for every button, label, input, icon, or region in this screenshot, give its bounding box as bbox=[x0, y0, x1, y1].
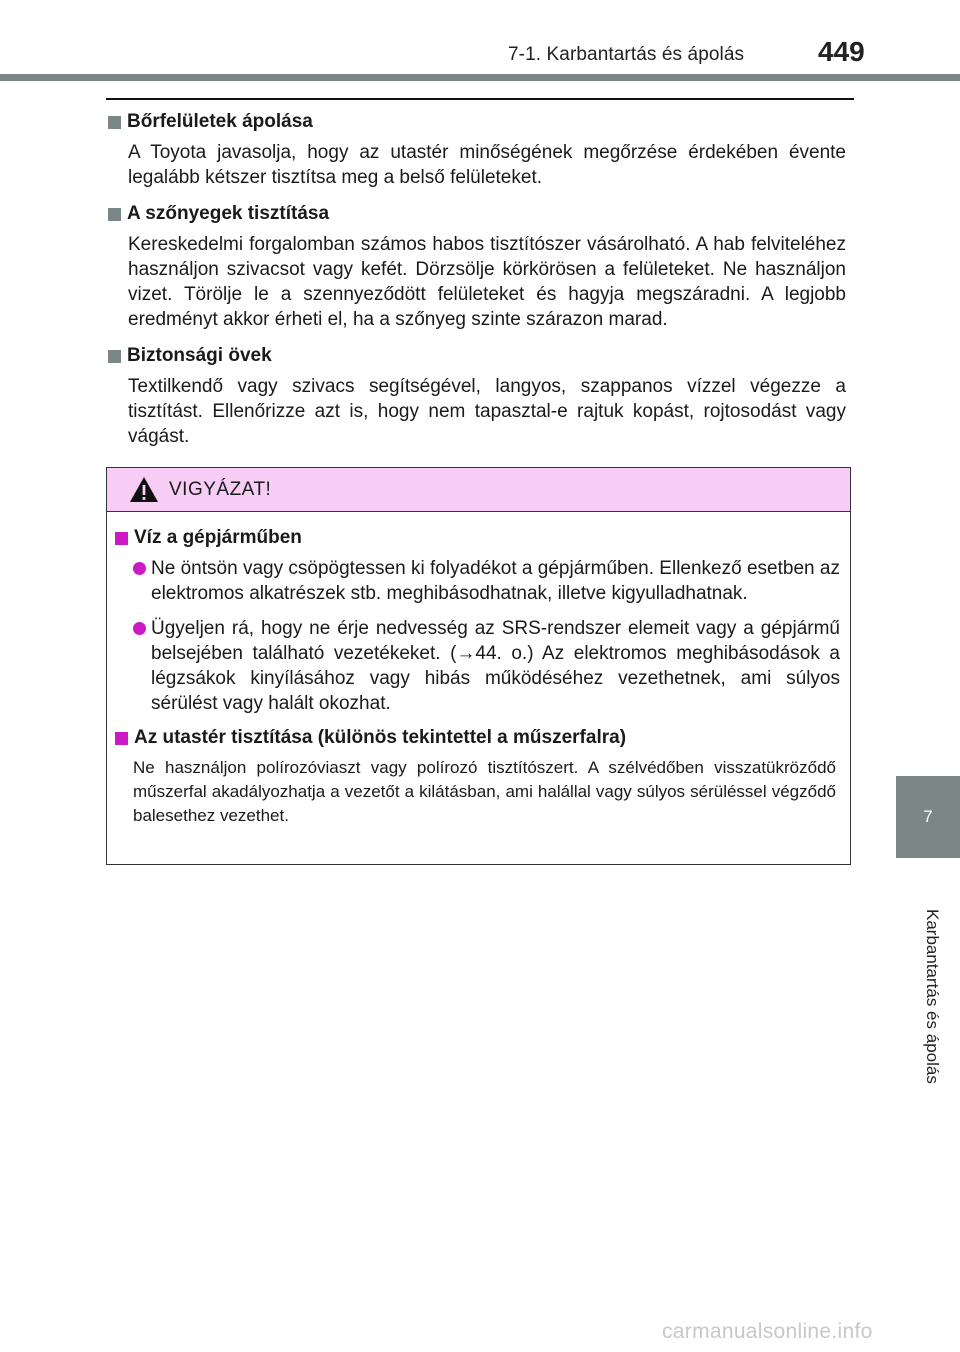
square-bullet-icon bbox=[115, 532, 128, 545]
section-heading bbox=[106, 202, 846, 226]
section-carpets bbox=[106, 202, 846, 332]
section-body: Kereskedelmi forgalomban számos habos tisztítószer vásárolható. A hab felviteléhez használjon szivacsot vagy kefét. Dörzsölje körkörösen a felületeket. Ne használjon vizet. Törölje le a szennyeződött felületeket és hagyja megszáradni. A legjobb eredményt akkor érheti el, ha a szőnyeg szinte szárazon marad. bbox=[128, 234, 846, 330]
section-heading bbox=[106, 344, 846, 368]
section-heading bbox=[106, 110, 846, 134]
caution-bullet-text: Ügyeljen rá, hogy ne érje nedvesség az SRS-rendszer elemeit vagy a gépjármű belsejében található vezetékeket. (→44. o.) Az elektromos meghibásodások a légzsákok kinyílásához vagy hibás működéséhez vezethetnek, ami súlyos sérülést vagy halált okozhat. bbox=[151, 618, 840, 714]
caution-body bbox=[107, 512, 850, 828]
warning-triangle-icon bbox=[129, 476, 159, 503]
caution-subheading bbox=[113, 526, 840, 550]
page-number: 449 bbox=[818, 36, 865, 67]
section-heading-text: Bőrfelületek ápolása bbox=[127, 111, 313, 132]
round-bullet-icon bbox=[133, 622, 146, 635]
section-heading-text: Biztonsági övek bbox=[127, 345, 272, 366]
section-body: A Toyota javasolja, hogy az utastér minőségének megőrzése érdekében évente legalább kétszer tisztítsa meg a belső felületeket. bbox=[128, 142, 846, 188]
content-top-rule bbox=[106, 98, 854, 100]
caution-header bbox=[107, 468, 850, 512]
caution-subheading-text: Az utastér tisztítása (különös tekintettel a műszerfalra) bbox=[134, 727, 627, 748]
chapter-tab-label: Karbantartás és ápolás bbox=[923, 909, 942, 1084]
chapter-tab-number: 7 bbox=[896, 776, 960, 858]
section-seatbelts bbox=[106, 344, 846, 449]
square-bullet-icon bbox=[108, 116, 121, 129]
round-bullet-icon bbox=[133, 562, 146, 575]
square-bullet-icon bbox=[115, 732, 128, 745]
caution-subheading-text: Víz a gépjárműben bbox=[134, 527, 302, 548]
square-bullet-icon bbox=[108, 350, 121, 363]
caution-bullet-text: Ne öntsön vagy csöpögtessen ki folyadékot a gépjárműben. Ellenkező esetben az elektromos alkatrészek stb. meghibásodhatnak, illetve kigyulladhatnak. bbox=[151, 558, 840, 604]
caution-bullet bbox=[113, 556, 840, 606]
caution-body-text: Ne használjon polírozóviaszt vagy polírozó tisztítószert. A szélvédőben visszatükröződő műszerfal akadályozhatja a vezetőt a kilátásban, ami halállal vagy súlyos sérüléssel végződő balesethez vezethet. bbox=[133, 758, 836, 825]
running-header-title: 7-1. Karbantartás és ápolás bbox=[508, 44, 745, 65]
section-body: Textilkendő vagy szivacs segítségével, langyos, szappanos vízzel végezze a tisztítást. Ellenőrizze azt is, hogy nem tapasztal-e rajtuk kopást, rojtosodást vagy vágást. bbox=[128, 376, 846, 447]
section-heading-text: A szőnyegek tisztítása bbox=[127, 203, 330, 224]
caution-bullet bbox=[113, 616, 840, 716]
caution-title: VIGYÁZAT! bbox=[169, 478, 272, 500]
section-leather bbox=[106, 110, 846, 190]
caution-subheading bbox=[113, 726, 840, 750]
header-bar bbox=[0, 74, 960, 81]
watermark: carmanualsonline.info bbox=[662, 1320, 873, 1343]
square-bullet-icon bbox=[108, 208, 121, 221]
caution-box bbox=[106, 467, 851, 865]
main-content bbox=[106, 110, 846, 461]
